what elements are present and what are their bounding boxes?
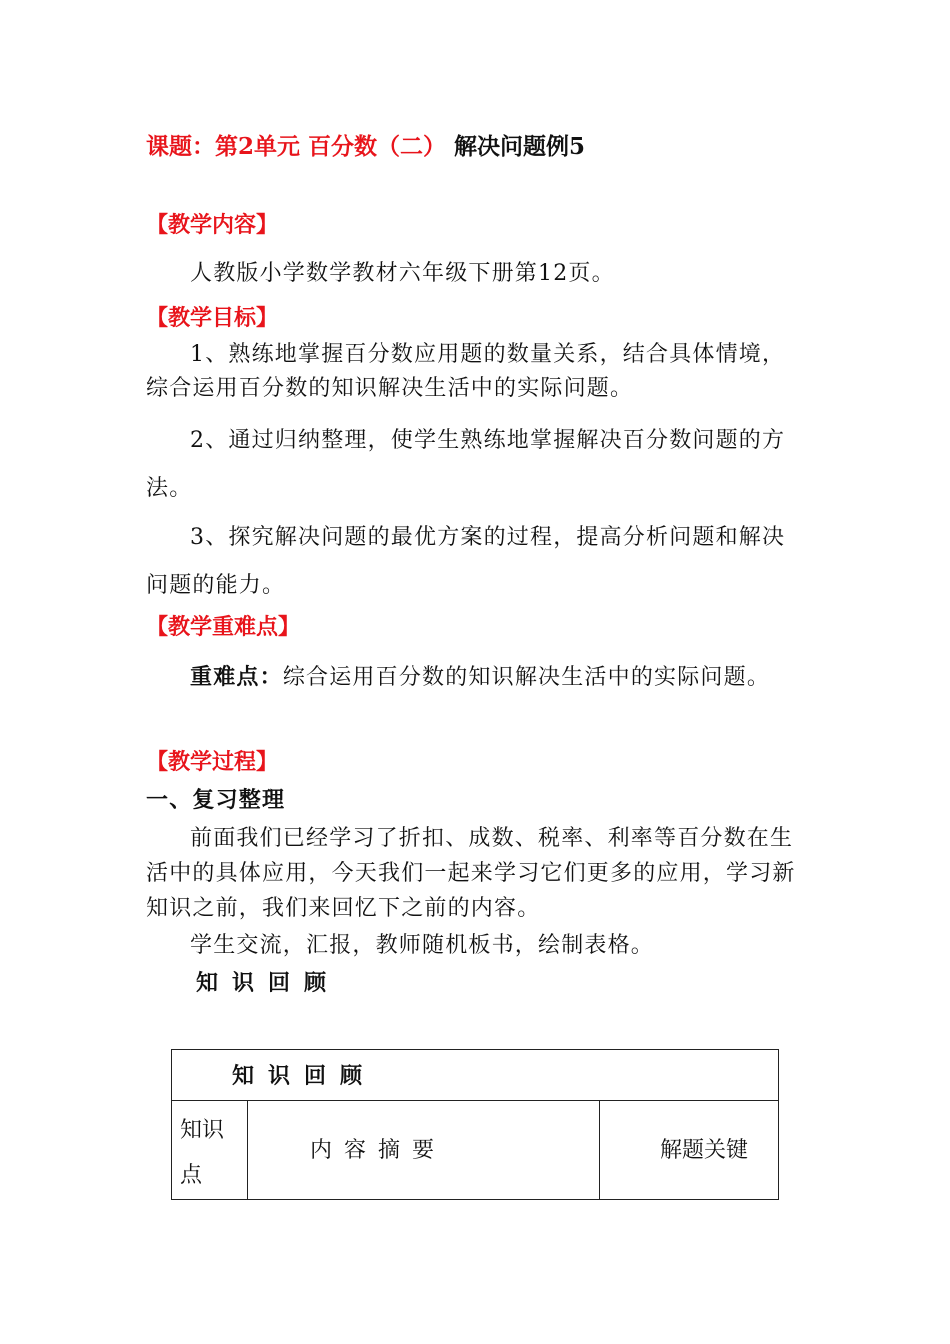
goal-item-2: 2、通过归纳整理，使学生熟练地掌握解决百分数问题的方法。: [146, 428, 786, 501]
lesson-title-black: 解决问题例5: [454, 133, 586, 160]
table-caption: 知识回顾: [232, 1063, 377, 1089]
review-activity: 学生交流，汇报，教师随机板书，绘制表格。: [190, 933, 655, 958]
teaching-content-text: 人教版小学数学教材六年级下册第12页。: [190, 261, 615, 286]
table-header-summary: 内容摘要: [310, 1138, 447, 1163]
goal-item-1: 1、熟练地掌握百分数应用题的数量关系，结合具体情境，综合运用百分数的知识解决生活中的实际问题。: [146, 342, 786, 401]
key-points-text: 综合运用百分数的知识解决生活中的实际问题。: [282, 665, 771, 690]
goal-item-3: 3、探究解决问题的最优方案的过程，提高分析问题和解决问题的能力。: [146, 525, 786, 598]
key-points-label: 重难点：: [190, 664, 283, 690]
knowledge-review-table: [171, 1049, 779, 1200]
review-label: 知识回顾: [196, 970, 341, 996]
heading-key-points: 【教学重难点】: [146, 614, 301, 640]
table-header-key: 解题关键: [660, 1138, 749, 1163]
heading-teaching-process: 【教学过程】: [146, 749, 279, 775]
lesson-title-red: 课题：第2单元 百分数（二）: [146, 133, 447, 160]
heading-teaching-content: 【教学内容】: [146, 212, 279, 238]
subheading-review: 一、复习整理: [146, 787, 286, 813]
key-points-paragraph: [146, 653, 806, 702]
table-header-knowledge-point: 知识点: [180, 1118, 225, 1188]
heading-teaching-goals: 【教学目标】: [146, 305, 279, 331]
review-paragraph: 前面我们已经学习了折扣、成数、税率、利率等百分数在生活中的具体应用，今天我们一起来学习它们更多的应用，学习新知识之前，我们来回忆下之前的内容。: [146, 826, 796, 921]
lesson-title: [146, 130, 585, 164]
